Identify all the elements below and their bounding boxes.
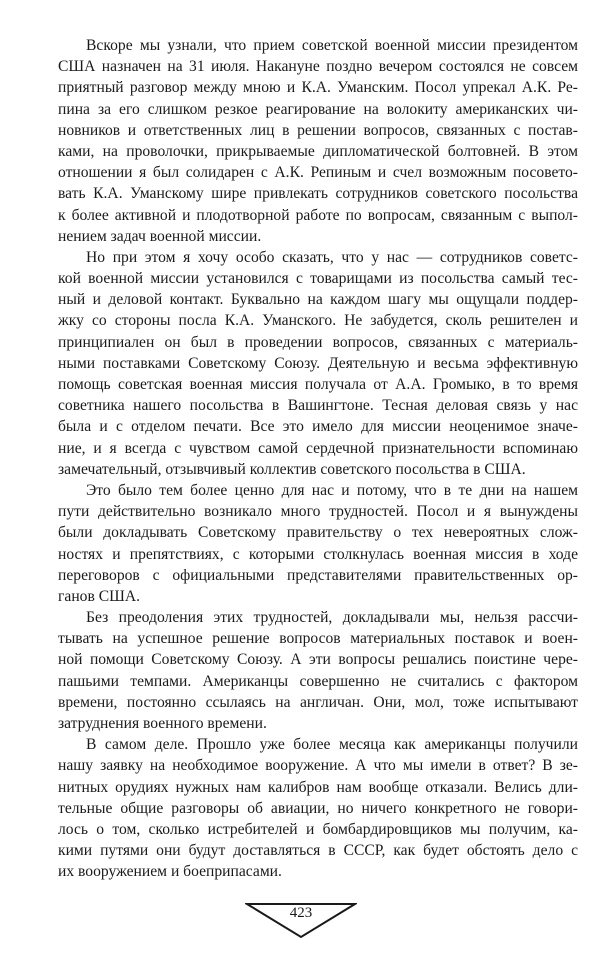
paragraph <box>58 607 578 734</box>
text-line: пашьими темпами. Американцы совершенно не считались с фактором <box>58 672 578 690</box>
text-line: В самом деле. Прошло уже более месяца как американцы получили <box>86 736 578 754</box>
text-line: к более активной и плодотворной работе по вопросам, связанным с выпол- <box>58 206 578 224</box>
text-line: их вооружением и боеприпасами. <box>58 863 282 881</box>
text-line: новников и ответственных лиц в решении вопросов, связанных с постав- <box>58 121 578 139</box>
text-line: Без преодоления этих трудностей, докладывали мы, нельзя рассчи- <box>86 609 578 627</box>
text-line: ние, и я всегда с чувством самой сердечной признательности вспоминаю <box>58 439 578 457</box>
text-line: замечательный, отзывчивый коллектив советского посольства в США. <box>58 460 526 478</box>
text-line: тельные общие разговоры об авиации, но ничего конкретного не говори- <box>58 799 578 817</box>
text-line: ной помощи Советскому Союзу. А эти вопросы решались поистине чере- <box>58 651 578 669</box>
paragraph <box>58 35 578 247</box>
text-line: Это было тем более ценно для нас и потому, что в те дни на нашем <box>86 481 578 499</box>
text-line: нитных орудиях нужных нам калибров нам вообще отказали. Велись дли- <box>58 778 578 796</box>
text-line: пина за его слишком резкое реагирование на волокиту американских чи- <box>58 100 578 118</box>
page-body-text <box>58 35 578 883</box>
text-line: лось о том, сколько истребителей и бомбардировщиков мы получим, ка- <box>58 820 578 838</box>
text-line: кими путями они будут доставляться в СССР, как будет обстоять дело с <box>58 842 578 860</box>
text-line: затруднения военного времени. <box>58 715 267 732</box>
text-line: были докладывать Советскому правительству о тех невероятных слож- <box>58 524 578 542</box>
text-line: помощь советская военная миссия получала от А.А. Громыко, в то время <box>58 376 578 393</box>
text-line: советника нашего посольства в Вашингтоне. Тесная деловая связь у нас <box>58 397 578 415</box>
text-line: жку со стороны посла К.А. Уманского. Не забудется, сколь решителен и <box>58 312 578 330</box>
text-line: пути действительно возникало много трудностей. Посол и я вынуждены <box>58 503 578 521</box>
text-line: тывать на успешное решение вопросов материальных поставок и воен- <box>58 630 578 648</box>
text-line: ный и деловой контакт. Буквально на каждом шагу мы ощущали поддер- <box>58 291 578 309</box>
text-line: вать К.А. Уманскому шире привлекать сотрудников советского посольства <box>58 185 578 203</box>
text-line: кой военной миссии установился с товарищами из посольства самый тес- <box>58 270 578 288</box>
paragraph <box>58 247 578 480</box>
text-line: отношении я был солидарен с А.К. Репиным и счел возможным посовето- <box>58 164 578 182</box>
page-number-marker <box>245 902 357 940</box>
text-line: ными поставками Советскому Союзу. Деятельную и весьма эффективную <box>58 354 578 372</box>
text-line: времени, постоянно ссылаясь на англичан. Они, мол, тоже испытывают <box>58 693 578 711</box>
text-line: была и с отделом печати. Все это имело для миссии неоценимое значе- <box>58 418 578 436</box>
text-line: приятный разговор между мною и К.А. Уманским. Посол упрекал А.К. Ре- <box>58 79 578 97</box>
text-line: ностях и препятствиях, с которыми столкнулась военная миссия в ходе <box>58 545 578 563</box>
paragraph <box>58 480 578 607</box>
text-line: принципиален он был в проведении вопросов, связанных с материаль- <box>58 333 578 351</box>
text-line: США назначен на 31 июля. Накануне поздно вечером состоялся не совсем <box>58 58 578 76</box>
text-line: ганов США. <box>58 587 141 605</box>
page-number: 423 <box>289 905 313 921</box>
text-line: нением задач военной миссии. <box>58 227 262 245</box>
text-line: ками, на проволочки, прикрываемые дипломатической болтовней. В этом <box>58 142 578 160</box>
text-line: Но при этом я хочу особо сказать, что у нас — сотрудников советс- <box>86 248 578 266</box>
text-line: нашу заявку на необходимое вооружение. А что мы имели в ответ? В зе- <box>58 757 578 775</box>
paragraph <box>58 734 578 882</box>
text-line: Вскоре мы узнали, что прием советской военной миссии президентом <box>86 37 578 54</box>
text-line: переговоров с официальными представителями правительственных ор- <box>58 566 578 584</box>
